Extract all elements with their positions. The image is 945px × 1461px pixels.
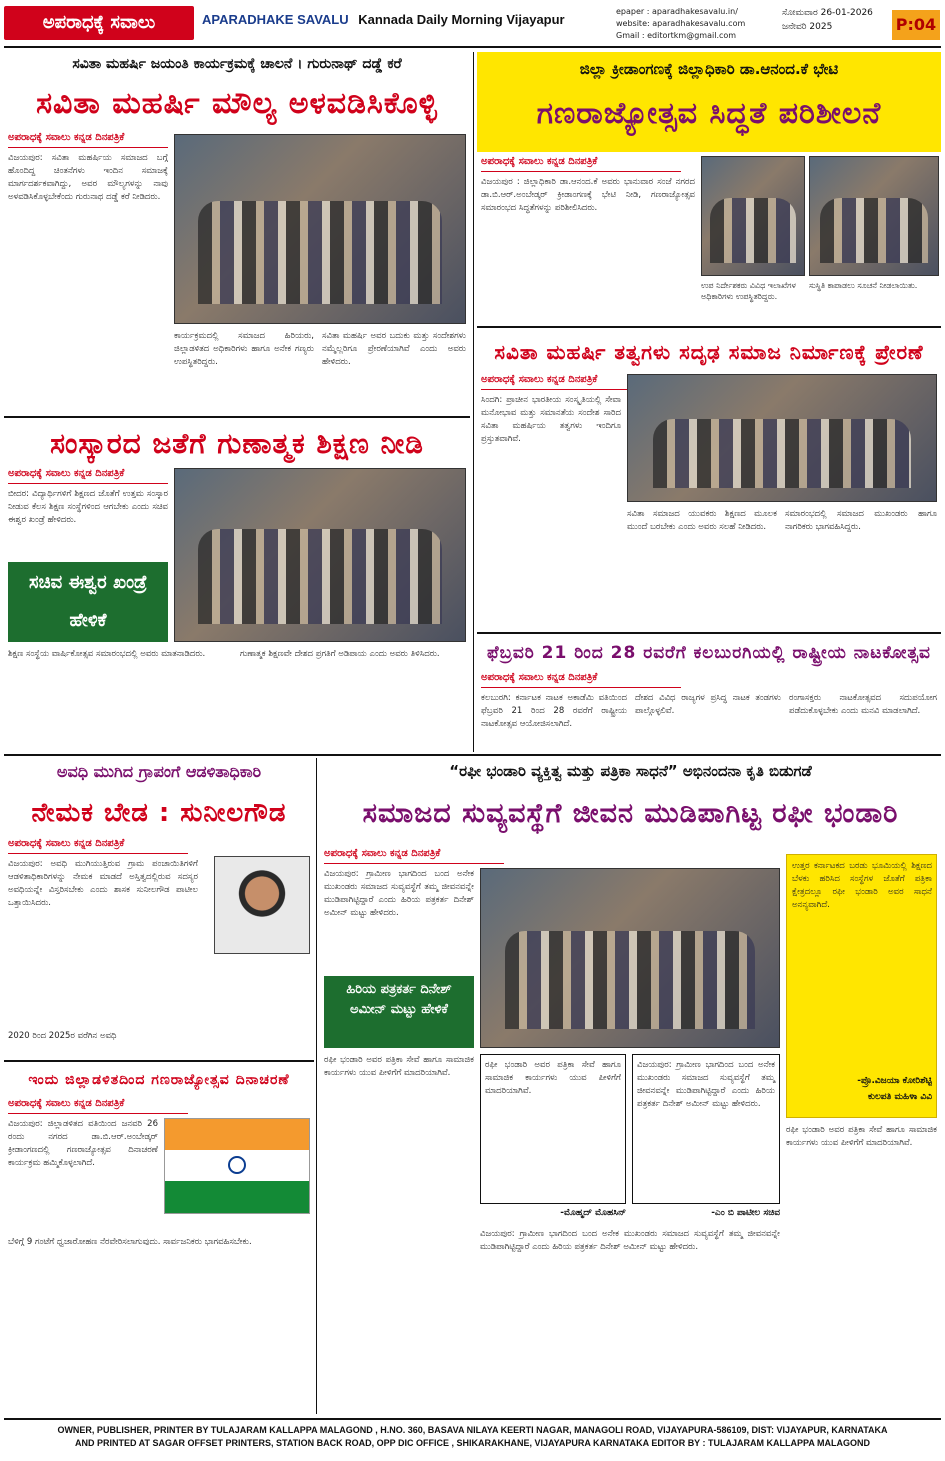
article-byline: ಅಪರಾಧಕ್ಕೆ ಸವಾಲು ಕನ್ನಡ ದಿನಪತ್ರಿಕೆ bbox=[8, 468, 168, 484]
article-headline: ಗಣರಾಜ್ಯೋತ್ಸವ ಸಿದ್ಧತೆ ಪರಿಶೀಲನೆ bbox=[536, 96, 882, 131]
article-lead: ವಿಜಯಪುರ : ಜಿಲ್ಲಾಧಿಕಾರಿ ಡಾ.ಆನಂದ.ಕೆ ಅವರು ಭಾನುವಾರ ಸಂಜೆ ನಗರದ ಡಾ.ಬಿ.ಆರ್.ಅಂಬೇಡ್ಕರ್ ಕ್ರೀಡಾಂಗಣಕ್ಕೆ ಭೇಟಿ ನೀಡಿ, ಗಣರಾಜ್ಯೋತ್ಸವ ಸಮಾರಂಭದ ಸಿದ್ಧತೆಗಳನ್ನು ಪರಿಶೀಲಿಸಿದರು. bbox=[481, 177, 695, 213]
article-headline: ಇಂದು ಜಿಲ್ಲಾಡಳಿತದಿಂದ ಗಣರಾಜ್ಯೋತ್ಸವ ದಿನಾಚರಣೆ bbox=[28, 1072, 290, 1088]
article-republic-prep bbox=[477, 52, 941, 324]
article-grama-panchayat bbox=[4, 758, 314, 1058]
article-col2: ಕಾರ್ಯಕ್ರಮದಲ್ಲಿ ಸಮಾಜದ ಹಿರಿಯರು, ಜಿಲ್ಲಾಡಳಿತದ ಅಧಿಕಾರಿಗಳು ಹಾಗೂ ಅನೇಕ ಗಣ್ಯರು ಉಪಸ್ಥಿತರಿದ್ದರು. bbox=[174, 331, 314, 367]
article-flag-day bbox=[4, 1064, 314, 1414]
gmail-link[interactable]: Gmail : editortkm@gmail.com bbox=[616, 31, 737, 40]
article-byline: ಅಪರಾಧಕ್ಕೆ ಸವಾಲು ಕನ್ನಡ ದಿನಪತ್ರಿಕೆ bbox=[324, 848, 504, 864]
article-col3: ಗುಣಾತ್ಮಕ ಶಿಕ್ಷಣವೇ ದೇಶದ ಪ್ರಗತಿಗೆ ಅಡಿಪಾಯ ಎಂದು ಅವರು ತಿಳಿಸಿದರು. bbox=[240, 649, 440, 659]
ashoka-chakra-icon bbox=[228, 1156, 246, 1174]
article-col3: ಸವಿತಾ ಮಹರ್ಷಿ ಅವರ ಬದುಕು ಮತ್ತು ಸಂದೇಶಗಳು ನಮ್ಮೆಲ್ಲರಿಗೂ ಪ್ರೇರಣೆಯಾಗಿವೆ ಎಂದು ಅವರು ಹೇಳಿದರು. bbox=[322, 331, 466, 367]
article-headline: ಸಮಾಜದ ಸುವ್ಯವಸ್ಥೆಗೆ ಜೀವನ ಮುಡಿಪಾಗಿಟ್ಟ ರಫೀ ಭಂಡಾರಿ bbox=[362, 798, 899, 829]
contact-block bbox=[616, 6, 776, 46]
quote3-author-title: ಕುಲಪತಿ ಮಹಿಳಾ ವಿವಿ bbox=[868, 1092, 932, 1102]
section-rule bbox=[477, 632, 941, 634]
article-lead: ವಿಜಯಪುರ: ಸವಿತಾ ಮಹರ್ಷಿಯ ಸಮಾಜದ ಬಗ್ಗೆ ಹೊಂದಿದ್ದ ಚಿಂತನೆಗಳು ಇಂದಿನ ಸಮಾಜಕ್ಕೆ ಮಾರ್ಗದರ್ಶಕವಾಗಿದ್ದು, ಅವರ ಮೌಲ್ಯಗಳನ್ನು ನಾವು ಅಳವಡಿಸಿಕೊಳ್ಳಬೇಕೆಂದು ಗುರುನಾಥ ದಡ್ಡೆ ಕರೆ ನೀಡಿದರು. bbox=[8, 153, 168, 202]
section-rule bbox=[4, 416, 470, 418]
issue-date-line2: ಜನೇವರಿ 2025 bbox=[782, 22, 833, 32]
article-lead: ವಿಜಯಪುರ: ಅವಧಿ ಮುಗಿಯುತ್ತಿರುವ ಗ್ರಾಮ ಪಂಚಾಯಿತಿಗಳಿಗೆ ಆಡಳಿತಾಧಿಕಾರಿಗಳನ್ನು ನೇಮಕ ಮಾಡದೆ ಅಸ್ತಿತ್ವದಲ್ಲಿರುವ ಸದಸ್ಯರ ಅವಧಿಯನ್ನೇ ವಿಸ್ತರಿಸಬೇಕು ಎಂದು ಶಾಸಕ ಸುನೀಲಗೌಡ ಪಾಟೀಲ ಒತ್ತಾಯಿಸಿದರು. bbox=[8, 859, 198, 908]
epaper-link[interactable]: epaper : aparadhakesavalu.in/ bbox=[616, 7, 738, 16]
issue-date bbox=[782, 6, 882, 46]
article-savita-ideals bbox=[477, 330, 941, 630]
article-headline: ಸಂಸ್ಕಾರದ ಜತೆಗೆ ಗುಣಾತ್ಮಕ ಶಿಕ್ಷಣ ನೀಡಿ bbox=[50, 427, 424, 460]
website-link[interactable]: website: aparadhakesavalu.com bbox=[616, 19, 746, 28]
quote2-author: -ಎಂ ಬಿ ಪಾಟೀಲ ಸಚಿವ bbox=[711, 1208, 780, 1218]
education-event-photo bbox=[174, 468, 466, 642]
article-headline: ಫೆಬ್ರವರಿ 21 ರಿಂದ 28 ರವರೆಗೆ ಕಲಬುರಗಿಯಲ್ಲಿ ರಾಷ್ಟ್ರೀಯ ನಾಟಕೋತ್ಸವ bbox=[487, 643, 931, 663]
article-date-note: 2020 ರಿಂದ 2025ರ ವರೆಗಿನ ಅವಧಿ bbox=[8, 1031, 117, 1041]
section-rule bbox=[4, 754, 941, 756]
article-byline: ಅಪರಾಧಕ್ಕೆ ಸವಾಲು ಕನ್ನಡ ದಿನಪತ್ರಿಕೆ bbox=[481, 156, 681, 172]
article-lead: ಕಲಬುರಗಿ: ಕರ್ನಾಟಕ ನಾಟಕ ಅಕಾಡೆಮಿ ವತಿಯಿಂದ ಫೆಬ್ರವರಿ 21 ರಿಂದ 28 ರವರೆಗೆ ರಾಷ್ಟ್ರೀಯ ನಾಟಕೋತ್ಸವ ಆಯೋಜಿಸಲಾಗಿದೆ. bbox=[481, 693, 627, 729]
article-col2: ರಫೀ ಭಂಡಾರಿ ಅವರ ಪತ್ರಿಕಾ ಸೇವೆ ಹಾಗೂ ಸಾಮಾಜಿಕ ಕಾರ್ಯಗಳು ಯುವ ಪೀಳಿಗೆಗೆ ಮಾದರಿಯಾಗಿವೆ. bbox=[324, 1055, 474, 1078]
article-col2: ಬೆಳಿಗ್ಗೆ 9 ಗಂಟೆಗೆ ಧ್ವಜಾರೋಹಣ ನೆರವೇರಿಸಲಾಗುವುದು. ಸಾರ್ವಜನಿಕರು ಭಾಗವಹಿಸಬೇಕು. bbox=[8, 1237, 252, 1247]
article-col3: ವಿಜಯಪುರ: ಗ್ರಾಮೀಣ ಭಾಗದಿಂದ ಬಂದ ಅನೇಕ ಮುಖಂಡರು ಸಮಾಜದ ಸುವ್ಯವಸ್ಥೆಗೆ ತಮ್ಮ ಜೀವನವನ್ನೇ ಮುಡಿಪಾಗಿಟ್ಟಿದ್ದಾರೆ ಎಂದು ಹಿರಿಯ ಪತ್ರಕರ್ತ ದಿನೇಶ್ ಅಮೀನ್ ಮಟ್ಟು ಹೇಳಿದರು. bbox=[480, 1229, 780, 1252]
article-kicker: ಅವಧಿ ಮುಗಿದ ಗ್ರಾಪಂಗೆ ಆಡಳಿತಾಧಿಕಾರಿ bbox=[56, 762, 262, 781]
newspaper-logo: ಅಪರಾಧಕ್ಕೆ ಸವಾಲು bbox=[4, 6, 194, 40]
article-col2: ಶಿಕ್ಷಣ ಸಂಸ್ಥೆಯ ವಾರ್ಷಿಕೋತ್ಸವ ಸಮಾರಂಭದಲ್ಲಿ ಅವರು ಮಾತನಾಡಿದರು. bbox=[8, 649, 206, 659]
article-lead: ವಿಜಯಪುರ: ಗ್ರಾಮೀಣ ಭಾಗದಿಂದ ಬಂದ ಅನೇಕ ಮುಖಂಡರು ಸಮಾಜದ ಸುವ್ಯವಸ್ಥೆಗೆ ತಮ್ಮ ಜೀವನವನ್ನೇ ಮುಡಿಪಾಗಿಟ್ಟಿದ್ದಾರೆ ಎಂದು ಹಿರಿಯ ಪತ್ರಕರ್ತ ದಿನೇಶ್ ಅಮೀನ್ ಮಟ್ಟು ಹೇಳಿದರು. bbox=[324, 869, 474, 918]
photo-caption-right: ಸುಸ್ಥಿತಿ ಕಾಪಾಡಲು ಸೂಚನೆ ನೀಡಲಾಯಿತು. bbox=[809, 281, 918, 290]
paper-subtitle: Kannada Daily Morning Vijayapur bbox=[358, 12, 565, 27]
imprint-line1: OWNER, PUBLISHER, PRINTER BY TULAJARAM KALLAPPA MALAGOND , H.NO. 360, BASAVA NILAYA KEERTI NAGAR, MANAGOLI ROAD, VIJAYAPURA-586109, DIST: VIJAYAPUR, KARNATAKA bbox=[57, 1425, 888, 1435]
paper-title-text: APARADHAKE SAVALU bbox=[202, 12, 349, 27]
article-byline: ಅಪರಾಧಕ್ಕೆ ಸವಾಲು ಕನ್ನಡ ದಿನಪತ್ರಿಕೆ bbox=[481, 374, 681, 390]
article-col2: ಸವಿತಾ ಸಮಾಜದ ಯುವಕರು ಶಿಕ್ಷಣದ ಮೂಲಕ ಮುಂದೆ ಬರಬೇಕು ಎಂದು ಅವರು ಸಲಹೆ ನೀಡಿದರು. bbox=[627, 509, 777, 532]
quote2-text: ವಿಜಯಪುರ: ಗ್ರಾಮೀಣ ಭಾಗದಿಂದ ಬಂದ ಅನೇಕ ಮುಖಂಡರು ಸಮಾಜದ ಸುವ್ಯವಸ್ಥೆಗೆ ತಮ್ಮ ಜೀವನವನ್ನೇ ಮುಡಿಪಾಗಿಟ್ಟಿದ್ದಾರೆ ಎಂದು ಹಿರಿಯ ಪತ್ರಕರ್ತ ದಿನೇಶ್ ಅಮೀನ್ ಮಟ್ಟು ಹೇಳಿದರು. bbox=[632, 1054, 780, 1204]
article-samskara bbox=[4, 420, 470, 750]
article-col2: ದೇಶದ ವಿವಿಧ ರಾಜ್ಯಗಳ ಪ್ರಸಿದ್ಧ ನಾಟಕ ತಂಡಗಳು ಪಾಲ್ಗೊಳ್ಳಲಿವೆ. bbox=[635, 693, 781, 716]
inspection-photo-right bbox=[809, 156, 939, 276]
article-lead: ಸಿಂದಗಿ: ಪ್ರಾಚೀನ ಭಾರತೀಯ ಸಂಸ್ಕೃತಿಯಲ್ಲಿ ಸೇವಾ ಮನೋಭಾವ ಮತ್ತು ಸಮಾನತೆಯ ಸಂದೇಶ ಸಾರಿದ ಸವಿತಾ ಮಹರ್ಷಿಯ ತತ್ವಗಳು ಇಂದಿಗೂ ಪ್ರಸ್ತುತವಾಗಿವೆ. bbox=[481, 395, 621, 444]
minister-statement-box: ಸಚಿವ ಈಶ್ವರ ಖಂಡ್ರೆ ಹೇಳಿಕೆ bbox=[8, 562, 168, 642]
journalist-statement-box: ಹಿರಿಯ ಪತ್ರಕರ್ತ ದಿನೇಶ್ ಅಮೀನ್ ಮಟ್ಟು ಹೇಳಿಕೆ bbox=[324, 976, 474, 1048]
ceremony-photo bbox=[627, 374, 937, 502]
issue-date-line1: ಸೋಮವಾರ 26-01-2026 bbox=[782, 8, 873, 18]
article-col3: ರಂಗಾಸಕ್ತರು ನಾಟಕೋತ್ಸವದ ಸದುಪಯೋಗ ಪಡೆದುಕೊಳ್ಳಬೇಕು ಎಂದು ಮನವಿ ಮಾಡಲಾಗಿದೆ. bbox=[789, 693, 937, 716]
section-rule bbox=[477, 326, 941, 328]
article-kicker: ಸವಿತಾ ಮಹರ್ಷಿ ಜಯಂತಿ ಕಾರ್ಯಕ್ರಮಕ್ಕೆ ಚಾಲನೆ । ಗುರುನಾಥ್ ದಡ್ಡೆ ಕರೆ bbox=[72, 56, 402, 72]
quote3-author: -ಪ್ರೊ.ವಿಜಯಾ ಕೋರಿಶೆಟ್ಟಿ bbox=[857, 1076, 932, 1086]
article-col3: ಸಮಾರಂಭದಲ್ಲಿ ಸಮಾಜದ ಮುಖಂಡರು ಹಾಗೂ ನಾಗರಿಕರು ಭಾಗವಹಿಸಿದ್ದರು. bbox=[785, 509, 937, 532]
article-natakotsava bbox=[477, 636, 941, 752]
article-byline: ಅಪರಾಧಕ್ಕೆ ಸವಾಲು ಕನ್ನಡ ದಿನಪತ್ರಿಕೆ bbox=[8, 132, 168, 148]
article-headline: ನೇಮಕ ಬೇಡ : ಸುನೀಲಗೌಡ bbox=[31, 798, 287, 828]
column-rule bbox=[473, 52, 474, 752]
event-photo bbox=[174, 134, 466, 324]
article-rafi-bhandari bbox=[320, 758, 941, 1414]
article-headline: ಸವಿತಾ ಮಹರ್ಷಿ ತತ್ವಗಳು ಸದೃಢ ಸಮಾಜ ನಿರ್ಮಾಣಕ್ಕೆ ಪ್ರೇರಣೆ bbox=[494, 340, 924, 364]
photo-caption-left: ಉಪ ನಿರ್ದೇಶಕರು ವಿವಿಧ ಇಲಾಖೆಗಳ ಅಧಿಕಾರಿಗಳು ಉಪಸ್ಥಿತರಿದ್ದರು. bbox=[701, 281, 796, 301]
section-rule bbox=[4, 1060, 314, 1062]
inspection-photo-left bbox=[701, 156, 805, 276]
article-lead: ಬೀದರ: ವಿದ್ಯಾರ್ಥಿಗಳಿಗೆ ಶಿಕ್ಷಣದ ಜೊತೆಗೆ ಉತ್ತಮ ಸಂಸ್ಕಾರ ನೀಡುವ ಕೆಲಸ ಶಿಕ್ಷಣ ಸಂಸ್ಥೆಗಳಿಂದ ಆಗಬೇಕು ಎಂದು ಸಚಿವ ಈಶ್ವರ ಖಂಡ್ರೆ ಹೇಳಿದರು. bbox=[8, 489, 168, 525]
page-number-badge: P:04 bbox=[892, 10, 940, 40]
article-byline: ಅಪರಾಧಕ್ಕೆ ಸವಾಲು ಕನ್ನಡ ದಿನಪತ್ರಿಕೆ bbox=[481, 672, 681, 688]
imprint-footer bbox=[4, 1418, 941, 1458]
paper-title bbox=[202, 12, 602, 32]
masthead bbox=[4, 4, 941, 48]
quote-panel-text: ಉತ್ತರ ಕರ್ನಾಟಕದ ಬರಡು ಭೂಮಿಯಲ್ಲಿ ಶಿಕ್ಷಣದ ಬೆಳಕು ಹರಿಸಿದ ಸಂಸ್ಥೆಗಳ ಜೊತೆಗೆ ಪತ್ರಿಕಾ ಕ್ಷೇತ್ರದಲ್ಲೂ ರಫೀ ಭಂಡಾರಿ ಅವರ ಸಾಧನೆ ಅನನ್ಯವಾಗಿದೆ. bbox=[792, 861, 932, 910]
article-headline: ಸವಿತಾ ಮಹರ್ಷಿ ಮೌಲ್ಯ ಅಳವಡಿಸಿಕೊಳ್ಳಿ bbox=[36, 86, 438, 121]
column-rule bbox=[316, 758, 317, 1414]
quote1-author: -ಮೊಹ್ಮದ್ ಮೊಹಸಿನ್ bbox=[560, 1208, 626, 1218]
book-release-photo bbox=[480, 868, 780, 1048]
article-kicker: ಜಿಲ್ಲಾ ಕ್ರೀಡಾಂಗಣಕ್ಕೆ ಜಿಲ್ಲಾಧಿಕಾರಿ ಡಾ.ಆನಂದ.ಕೆ ಭೇಟಿ bbox=[579, 60, 839, 78]
article-savita bbox=[4, 52, 470, 412]
article-byline: ಅಪರಾಧಕ್ಕೆ ಸವಾಲು ಕನ್ನಡ ದಿನಪತ್ರಿಕೆ bbox=[8, 1098, 188, 1114]
article-col4: ರಫೀ ಭಂಡಾರಿ ಅವರ ಪತ್ರಿಕಾ ಸೇವೆ ಹಾಗೂ ಸಾಮಾಜಿಕ ಕಾರ್ಯಗಳು ಯುವ ಪೀಳಿಗೆಗೆ ಮಾದರಿಯಾಗಿವೆ. bbox=[786, 1125, 937, 1148]
quote1-text: ರಫೀ ಭಂಡಾರಿ ಅವರ ಪತ್ರಿಕಾ ಸೇವೆ ಹಾಗೂ ಸಾಮಾಜಿಕ ಕಾರ್ಯಗಳು ಯುವ ಪೀಳಿಗೆಗೆ ಮಾದರಿಯಾಗಿವೆ. bbox=[480, 1054, 626, 1204]
mla-portrait bbox=[214, 856, 310, 954]
imprint-line2: AND PRINTED AT SAGAR OFFSET PRINTERS, STATION BACK ROAD, OPP DIC OFFICE , SHIKARAKHANE, VIJAYAPURA KARNATAKA EDITOR BY : TULAJARAM KALLAPPA MALAGOND bbox=[74, 1438, 871, 1448]
article-lead: ವಿಜಯಪುರ: ಜಿಲ್ಲಾಡಳಿತದ ವತಿಯಿಂದ ಜನವರಿ 26 ರಂದು ನಗರದ ಡಾ.ಬಿ.ಆರ್.ಅಂಬೇಡ್ಕರ್ ಕ್ರೀಡಾಂಗಣದಲ್ಲಿ ಗಣರಾಜ್ಯೋತ್ಸವ ದಿನಾಚರಣೆ ಕಾರ್ಯಕ್ರಮ ಹಮ್ಮಿಕೊಳ್ಳಲಾಗಿದೆ. bbox=[8, 1119, 158, 1168]
article-byline: ಅಪರಾಧಕ್ಕೆ ಸವಾಲು ಕನ್ನಡ ದಿನಪತ್ರಿಕೆ bbox=[8, 838, 188, 854]
article-kicker: “ರಫೀ ಭಂಡಾರಿ ವ್ಯಕ್ತಿತ್ವ ಮತ್ತು ಪತ್ರಿಕಾ ಸಾಧನೆ” ಅಭಿನಂದನಾ ಕೃತಿ ಬಿಡುಗಡೆ bbox=[449, 762, 812, 780]
